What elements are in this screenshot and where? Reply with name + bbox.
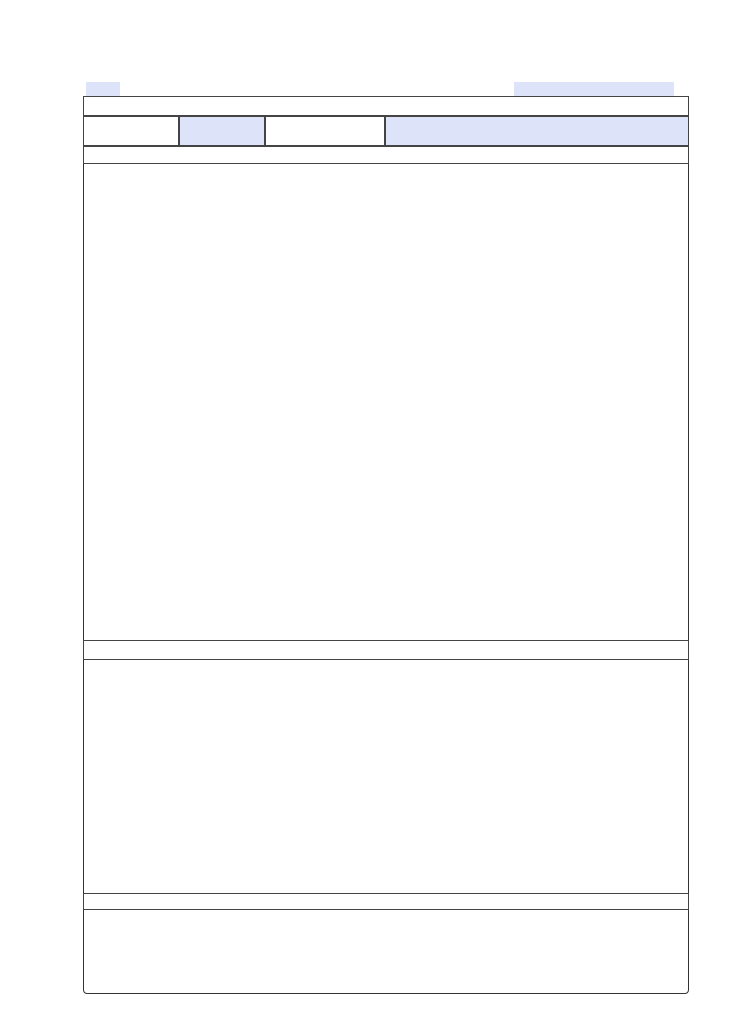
cert-date-input[interactable] [179,116,265,146]
area-label [265,116,385,146]
plan-heading [83,96,689,116]
section3-heading [83,893,689,910]
area-input[interactable] [385,116,689,146]
section1-heading [83,146,689,164]
year-line [84,82,122,96]
year-input[interactable] [86,82,120,96]
cert-date-label [83,116,179,146]
section2-heading [83,640,689,660]
form-frame [83,96,689,994]
name-input[interactable] [514,82,674,97]
name-line [508,82,674,97]
